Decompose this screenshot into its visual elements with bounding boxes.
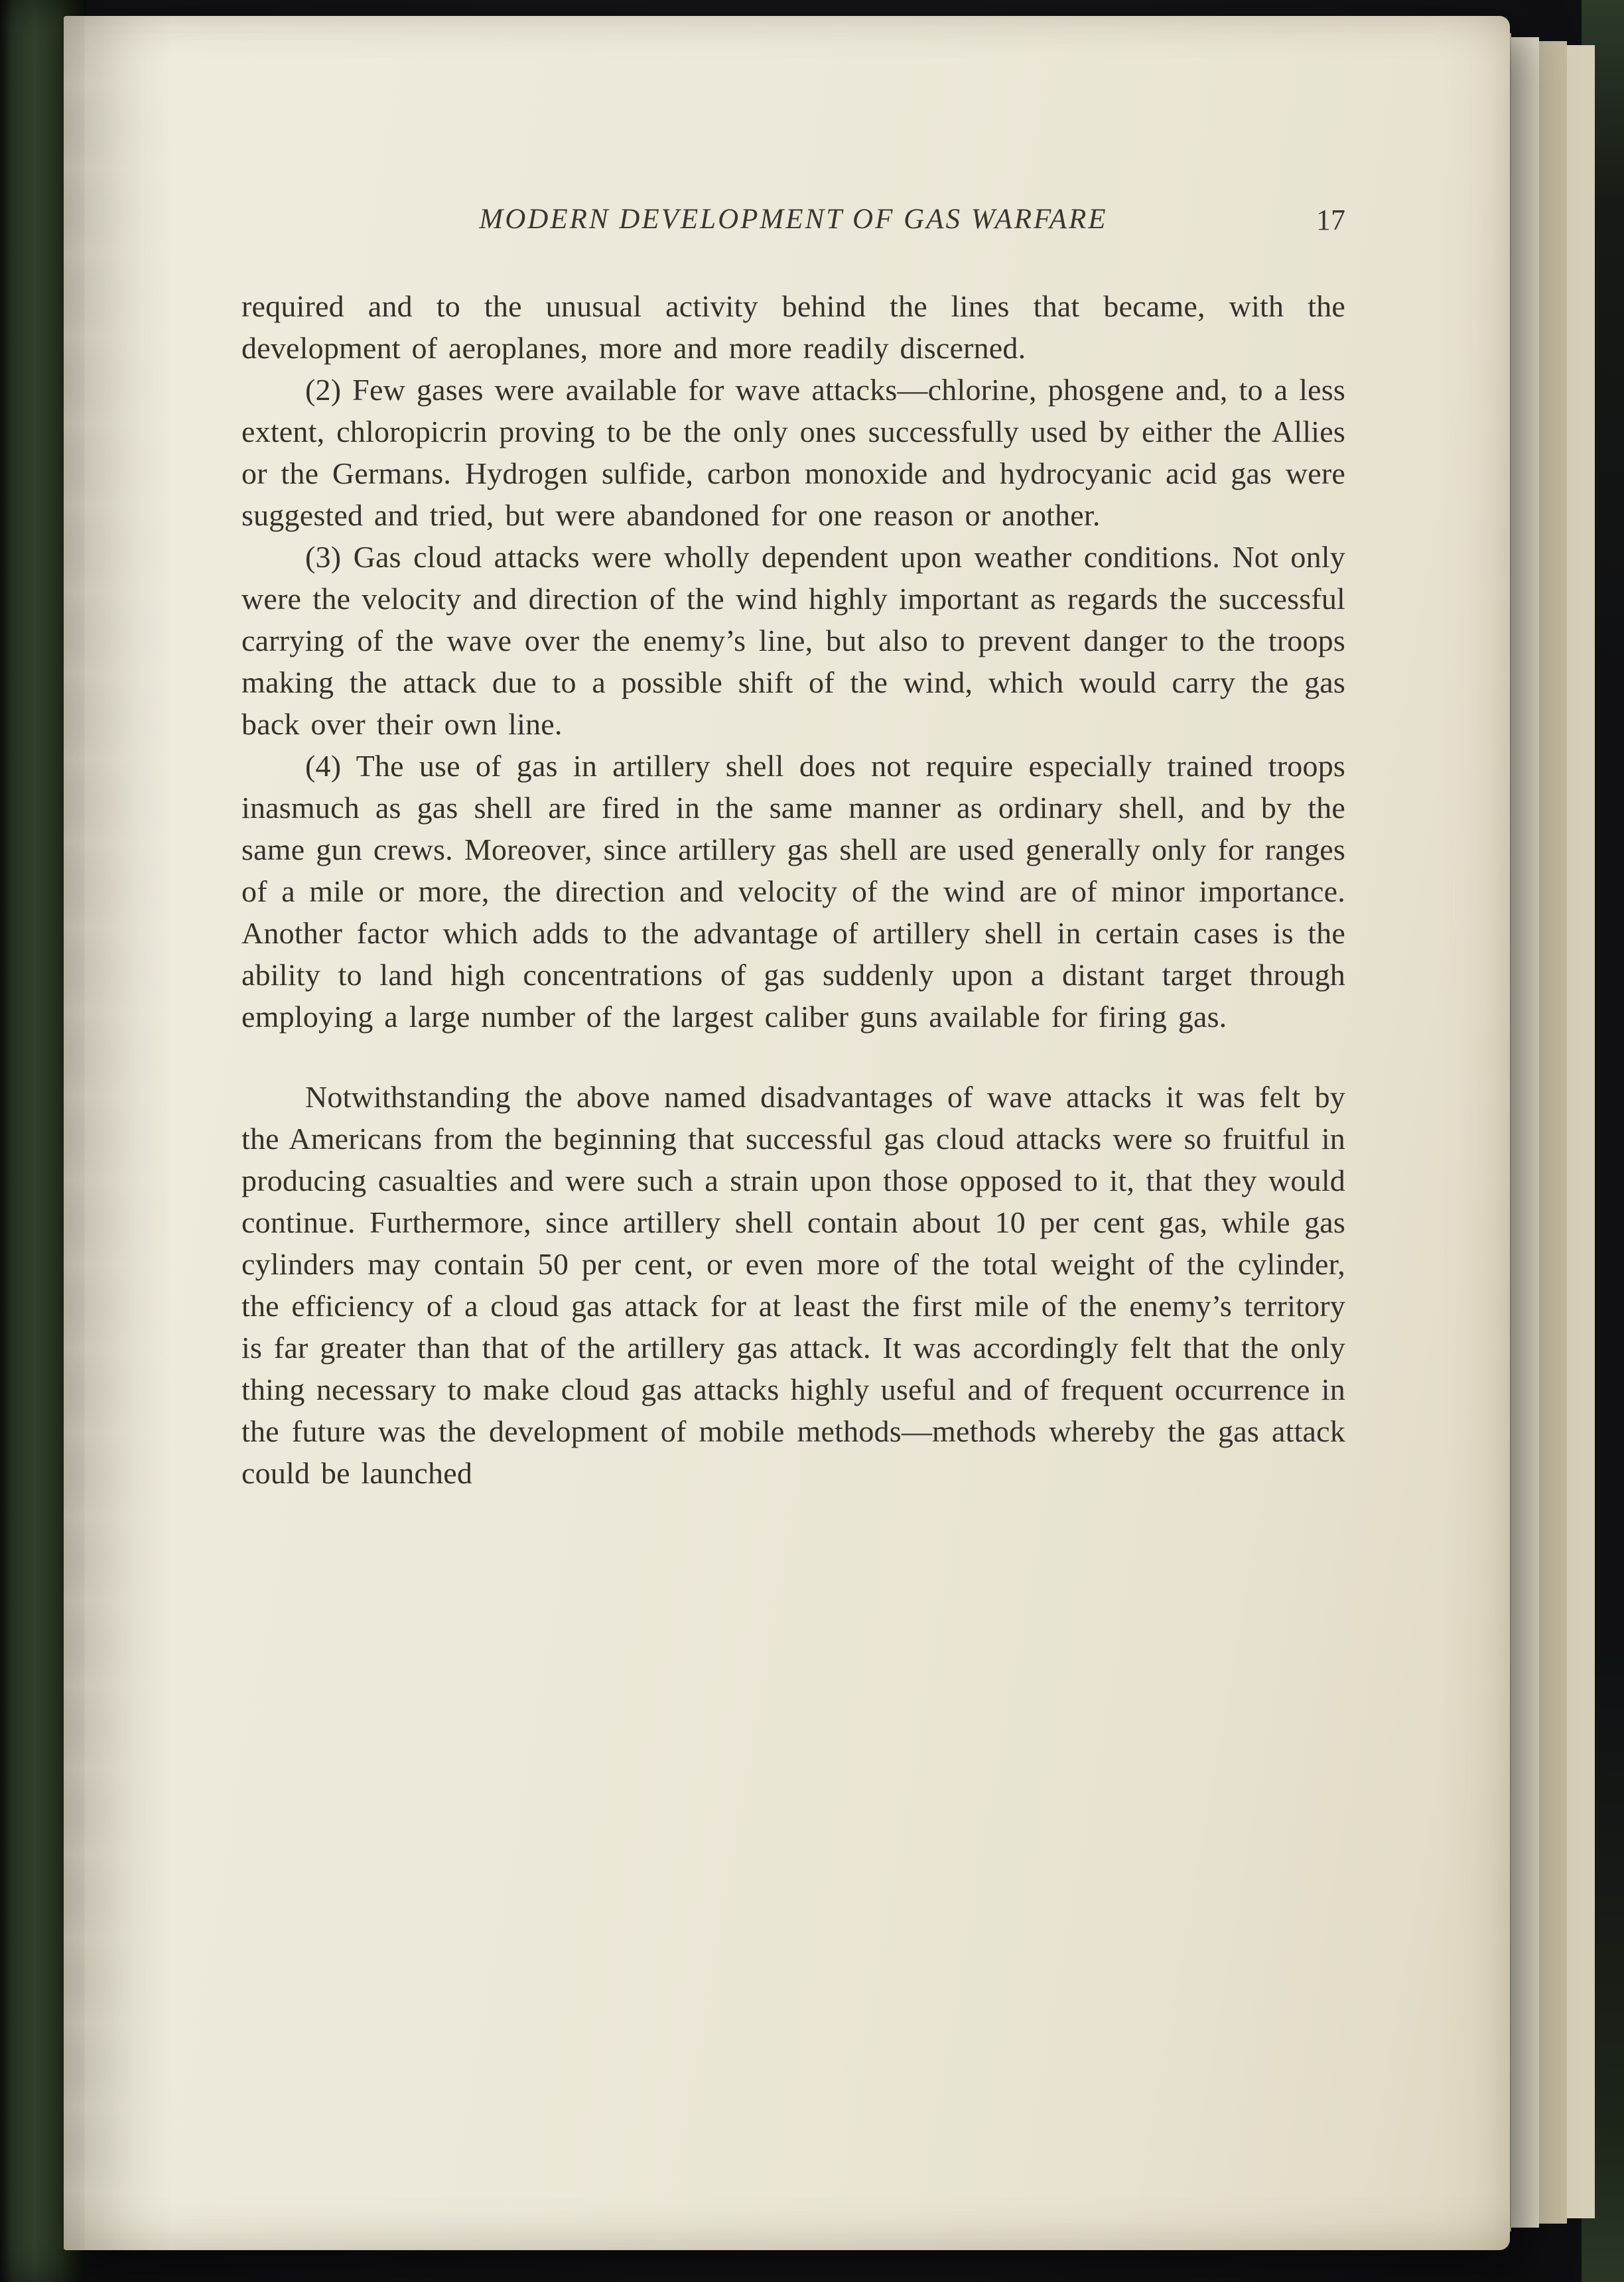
page-edge — [1511, 37, 1539, 2228]
page-header — [241, 203, 1345, 244]
page-edge — [1567, 45, 1595, 2218]
paragraph-item-4: (4) The use of gas in artillery shell does not require especially trained troops inasmuch as gas shell are fired in the same manner as ordinary shell, and by the same gun crews. Moreover, since artillery gas shell are used generally only for ranges of a mile or more, the direction and velocity of the wind are of minor importance. Another factor which adds to the advantage of artillery shell in certain cases is the ability to land high concentrations of gas suddenly upon a distant target through employing a large number of the largest caliber guns available for firing gas. — [241, 749, 1345, 1034]
page-edge — [1539, 41, 1567, 2224]
paragraph-item-3: (3) Gas cloud attacks were wholly dependent upon weather conditions. Not only were the velocity and direction of the wind highly important as regards the successful carrying of the wave over the enemy’s line, but also to prevent danger to the troops making the attack due to a possible shift of the wind, which would carry the gas back over their own line. — [241, 540, 1345, 741]
page-content — [64, 16, 1510, 2250]
paragraph-notwithstanding: Notwithstanding the above named disadvantages of wave attacks it was felt by the Americans from the beginning that successful gas cloud attacks were so fruitful in producing casualties and were such a strain upon those opposed to it, that they would continue. Furthermore, since artillery shell contain about 10 per cent gas, while gas cylinders may contain 50 per cent, or even more of the total weight of the cylinder, the efficiency of a cloud gas attack for at least the first mile of the enemy’s territory is far greater than that of the artillery gas attack. It was accordingly felt that the only thing necessary to make cloud gas attacks highly useful and of frequent occurrence in the future was the development of mobile methods—methods whereby the gas attack could be launched — [241, 1080, 1345, 1490]
running-title: MODERN DEVELOPMENT OF GAS WARFARE — [479, 204, 1108, 235]
book-page — [64, 16, 1510, 2250]
page-number: 17 — [1316, 204, 1345, 236]
paragraph-continuation: required and to the unusual activity behind the lines that became, with the development of aeroplanes, more and more readily discerned. — [241, 289, 1345, 365]
paragraph-item-2: (2) Few gases were available for wave attacks—chlorine, phosgene and, to a less extent, chloropicrin proving to be the only ones successfully used by either the Allies or the Germans. Hydrogen sulfide, carbon monoxide and hydrocyanic acid gas were suggested and tried, but were abandoned for one reason or another. — [241, 373, 1345, 532]
